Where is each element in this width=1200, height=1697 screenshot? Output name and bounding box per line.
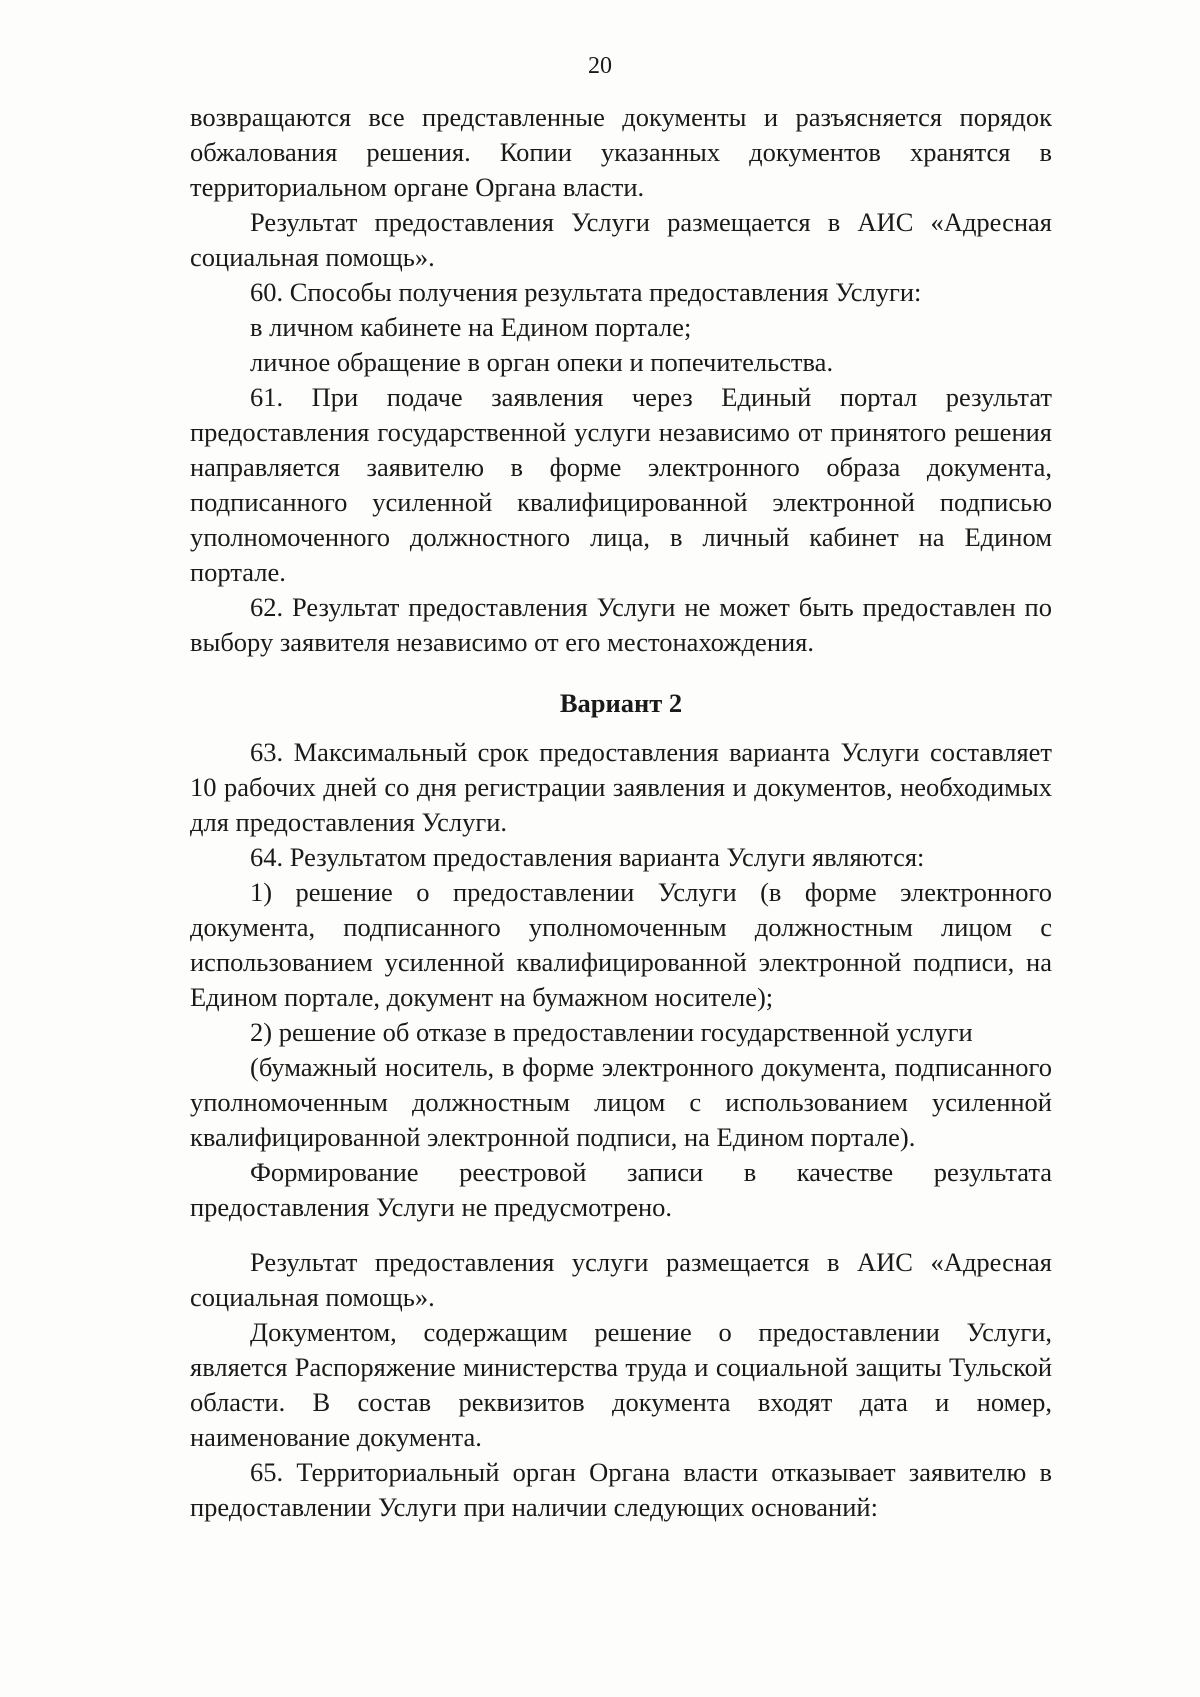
document-body xyxy=(190,100,1052,1525)
paragraph: 64. Результатом предоставления варианта Услуги являются: xyxy=(250,842,925,872)
paragraph: 62. Результат предоставления Услуги не может быть предоставлен по выбору заявителя независимо от его местонахождения. xyxy=(190,592,1052,657)
paragraph: Результат предоставления услуги размещается в АИС «Адресная социальная помощь». xyxy=(190,1247,1052,1312)
paragraph: 60. Способы получения результата предоставления Услуги: xyxy=(250,277,922,307)
paragraph: (бумажный носитель, в форме электронного документа, подписанного уполномоченным должностным лицом с использованием усиленной квалифицированной электронной подписи, на Едином портале). xyxy=(190,1052,1052,1152)
spacer xyxy=(190,1225,1052,1245)
paragraph: Результат предоставления Услуги размещается в АИС «Адресная социальная помощь». xyxy=(190,207,1052,272)
paragraph: 65. Территориальный орган Органа власти отказывает заявителю в предоставлении Услуги при наличии следующих оснований: xyxy=(190,1457,1052,1522)
paragraph: 63. Максимальный срок предоставления варианта Услуги составляет 10 рабочих дней со дня регистрации заявления и документов, необходимых для предоставления Услуги. xyxy=(190,737,1052,837)
page-number: 20 xyxy=(588,53,612,79)
paragraph: 61. При подаче заявления через Единый портал результат предоставления государственной услуги независимо от принятого решения направляется заявителю в форме электронного образа документа, подписанного усиленной квалифицированной электронной подписью уполномоченного должностного лица, в личный кабинет на Едином портале. xyxy=(190,382,1052,587)
list-item: личное обращение в орган опеки и попечительства. xyxy=(250,347,834,377)
paragraph: Документом, содержащим решение о предоставлении Услуги, является Распоряжение министерства труда и социальной защиты Тульской области. В состав реквизитов документа входят дата и номер, наименование документа. xyxy=(190,1317,1052,1452)
paragraph: Формирование реестровой записи в качестве результата предоставления Услуги не предусмотрено. xyxy=(190,1157,1052,1222)
list-item: 1) решение о предоставлении Услуги (в форме электронного документа, подписанного уполномоченным должностным лицом с использованием усиленной квалифицированной электронной подписи, на Едином портале, документ на бумажном носителе); xyxy=(190,877,1052,1012)
paragraph: возвращаются все представленные документы и разъясняется порядок обжалования решения. Копии указанных документов хранятся в территориальном органе Органа власти. xyxy=(190,102,1052,202)
list-item: 2) решение об отказе в предоставлении государственной услуги xyxy=(250,1017,973,1047)
section-heading: Вариант 2 xyxy=(559,688,683,718)
list-item: в личном кабинете на Едином портале; xyxy=(250,312,692,342)
